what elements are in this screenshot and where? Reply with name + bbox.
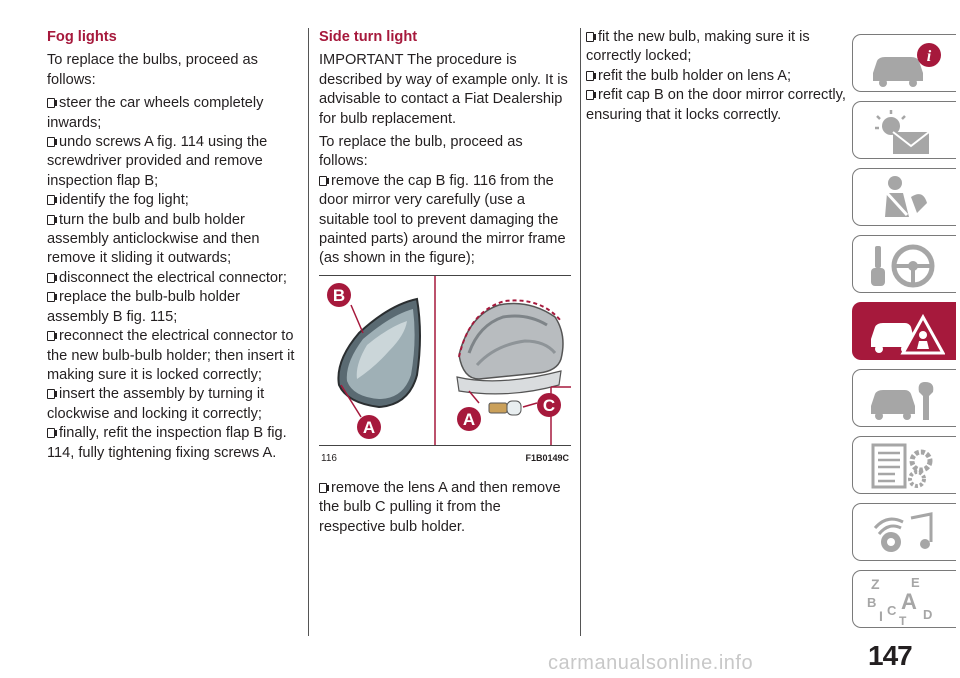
tab-seat-safety[interactable]	[852, 168, 956, 226]
figure-labels	[319, 275, 571, 445]
checkbox-bullet-icon	[319, 483, 327, 493]
list-item: finally, refit the inspection flap B fig. 114, fully tightening fixing screws A.	[47, 425, 287, 461]
checkbox-bullet-icon	[586, 90, 594, 100]
checkbox-bullet-icon	[47, 331, 55, 341]
warning-lights-icon	[865, 106, 945, 156]
watermark-text: carmanualsonline.info	[548, 652, 754, 674]
svg-text:T: T	[899, 614, 907, 627]
list-item: fit the new bulb, making sure it is correctly locked;	[586, 29, 810, 65]
multimedia-icon	[865, 508, 945, 558]
svg-text:C: C	[887, 603, 897, 618]
label-c: C	[542, 395, 556, 415]
important-note: IMPORTANT The procedure is described by way of example only. It is advisable to contact a Fiat Dealership for bulb replacement.	[319, 52, 568, 127]
key-steering-wheel-icon	[865, 240, 945, 290]
figure-number: 116	[321, 452, 337, 464]
checkbox-bullet-icon	[47, 137, 55, 147]
car-maintenance-icon	[865, 374, 945, 424]
label-a-left: A	[362, 417, 376, 437]
tab-key-steering-wheel[interactable]	[852, 235, 956, 293]
list-item: undo screws A fig. 114 using the screwdriver provided and remove inspection flap B;	[47, 134, 268, 189]
list-item: insert the assembly by turning it clockwise and locking it correctly;	[47, 386, 265, 422]
list-item: identify the fog light;	[47, 191, 299, 210]
tab-car-maintenance[interactable]	[852, 369, 956, 427]
svg-text:D: D	[923, 607, 933, 622]
checkbox-bullet-icon	[586, 32, 594, 42]
list-item: turn the bulb and bulb holder assembly anticlockwise and then remove it sliding it outwards;	[47, 211, 260, 267]
seat-safety-icon	[865, 173, 945, 223]
side-turn-light-heading: Side turn light	[319, 29, 418, 45]
side-turn-light-column	[319, 28, 571, 537]
checkbox-bullet-icon	[47, 98, 55, 108]
column-divider	[308, 28, 309, 636]
svg-text:I: I	[879, 608, 883, 624]
fog-lights-intro: To replace the bulbs, proceed as follows:	[47, 52, 258, 88]
checkbox-bullet-icon	[47, 292, 55, 302]
list-item: remove the lens A and then remove the bulb C pulling it from the respective bulb holder.	[319, 479, 561, 535]
checkbox-bullet-icon	[47, 195, 55, 205]
side-turn-intro: To replace the bulb, proceed as follows:	[319, 134, 523, 170]
column-divider	[580, 28, 581, 636]
tab-car-info[interactable]	[852, 34, 956, 92]
svg-text:E: E	[911, 575, 920, 590]
list-item: refit cap B on the door mirror correctly, ensuring that it locks correctly.	[586, 87, 846, 123]
car-info-icon	[865, 39, 945, 89]
tab-warning-lights[interactable]	[852, 101, 956, 159]
list-item: replace the bulb-bulb holder assembly B fig. 115;	[47, 289, 240, 325]
list-item: steer the car wheels completely inwards;	[47, 95, 264, 131]
checkbox-bullet-icon	[319, 176, 327, 186]
figure-bottom-rule	[319, 445, 571, 446]
index-alphabet-icon	[865, 575, 945, 627]
list-item: disconnect the electrical connector;	[47, 269, 299, 288]
figure-116	[319, 275, 571, 465]
svg-text:i: i	[926, 48, 932, 65]
tab-car-emergency[interactable]	[852, 302, 956, 360]
fog-lights-column	[47, 28, 299, 463]
list-item: reconnect the electrical connector to the new bulb-bulb holder; then insert it making sure it is locked correctly;	[47, 328, 295, 383]
checkbox-bullet-icon	[47, 273, 55, 283]
label-a-right: A	[462, 409, 476, 429]
figure-code: F1B0149C	[525, 452, 569, 463]
label-b: B	[332, 285, 346, 305]
fog-lights-heading: Fog lights	[47, 29, 117, 45]
tab-index[interactable]	[852, 570, 956, 628]
checkbox-bullet-icon	[586, 71, 594, 81]
car-emergency-icon	[865, 307, 945, 357]
side-turn-light-continued-column	[586, 28, 851, 125]
checkbox-bullet-icon	[47, 389, 55, 399]
page-number: 147	[868, 640, 912, 671]
svg-text:B: B	[867, 595, 877, 610]
technical-specs-icon	[865, 441, 945, 491]
chapter-tabs-sidebar	[852, 0, 960, 678]
tab-multimedia[interactable]	[852, 503, 956, 561]
list-item: refit the bulb holder on lens A;	[586, 67, 851, 86]
svg-text:A: A	[901, 589, 917, 614]
checkbox-bullet-icon	[47, 428, 55, 438]
svg-text:Z: Z	[871, 576, 880, 592]
checkbox-bullet-icon	[47, 215, 55, 225]
list-item: remove the cap B fig. 116 from the door mirror very carefully (use a suitable tool to prevent damaging the painted parts) around the mirror frame (as shown in the figure);	[319, 172, 566, 267]
tab-technical-specs[interactable]	[852, 436, 956, 494]
